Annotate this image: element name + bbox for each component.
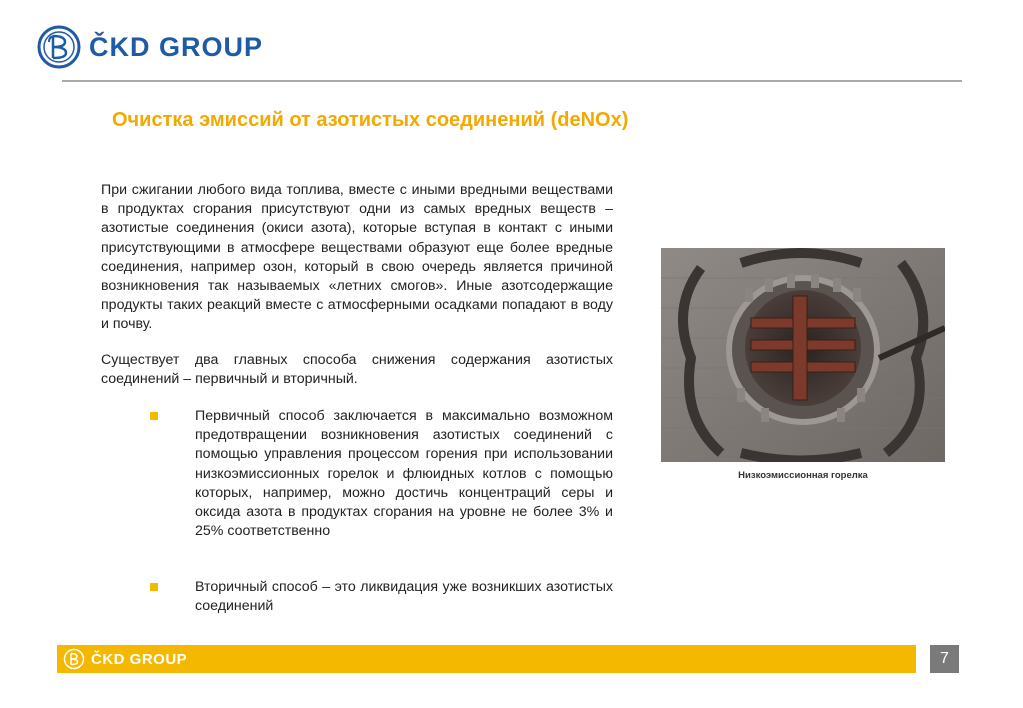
header-logo-text: ČKD GROUP	[89, 31, 264, 62]
intro-paragraph: При сжигании любого вида топлива, вместе с иными вредными веществами в продуктах сгорания присутствуют одни из самых вредных веществ – азотистые соединения (окиси азота), которые вступая в контакт с иными присутствующими в атмосфере веществами образуют еще более вредные соединения, например озон, который в свою очередь является причиной возникновения так называемых «летних смогов». Иные азотсодержащие продукты таких реакций вместе с атмосферными осадками попадают в воду и почву.	[101, 182, 613, 333]
bullet-text: Вторичный способ – это ликвидация уже возникших азотистых соединений	[195, 579, 613, 615]
bullet-item-primary	[150, 407, 613, 541]
ckd-logo-icon	[37, 25, 81, 69]
footer-logo-text: ČKD GROUP	[91, 650, 188, 668]
header-logo	[37, 22, 263, 72]
burner-photo	[661, 248, 945, 462]
methods-paragraph: Существует два главных способа снижения содержания азотистых соединений – первичный и вторичный.	[101, 352, 613, 388]
bullet-square-icon	[150, 583, 158, 591]
header-divider	[62, 80, 962, 82]
ckd-logo-icon	[63, 648, 85, 670]
bullet-square-icon	[150, 412, 158, 420]
page-number: 7	[930, 645, 959, 673]
footer-logo	[63, 647, 187, 671]
page-title: Очистка эмиссий от азотистых соединений (deNOx)	[112, 109, 629, 131]
photo-caption: Низкоэмиссионная горелка	[738, 470, 868, 481]
bullet-item-secondary	[150, 578, 613, 616]
bullet-text: Первичный способ заключается в максимально возможном предотвращении возникновения азотистых соединений с помощью управления процессом горения при использовании низкоэмиссионных горелок и флюидных котлов с помощью которых, например, можно достичь концентраций серы и оксида азота в продуктах сгорания на уровне не более 3% и 25% соответственно	[195, 408, 613, 540]
